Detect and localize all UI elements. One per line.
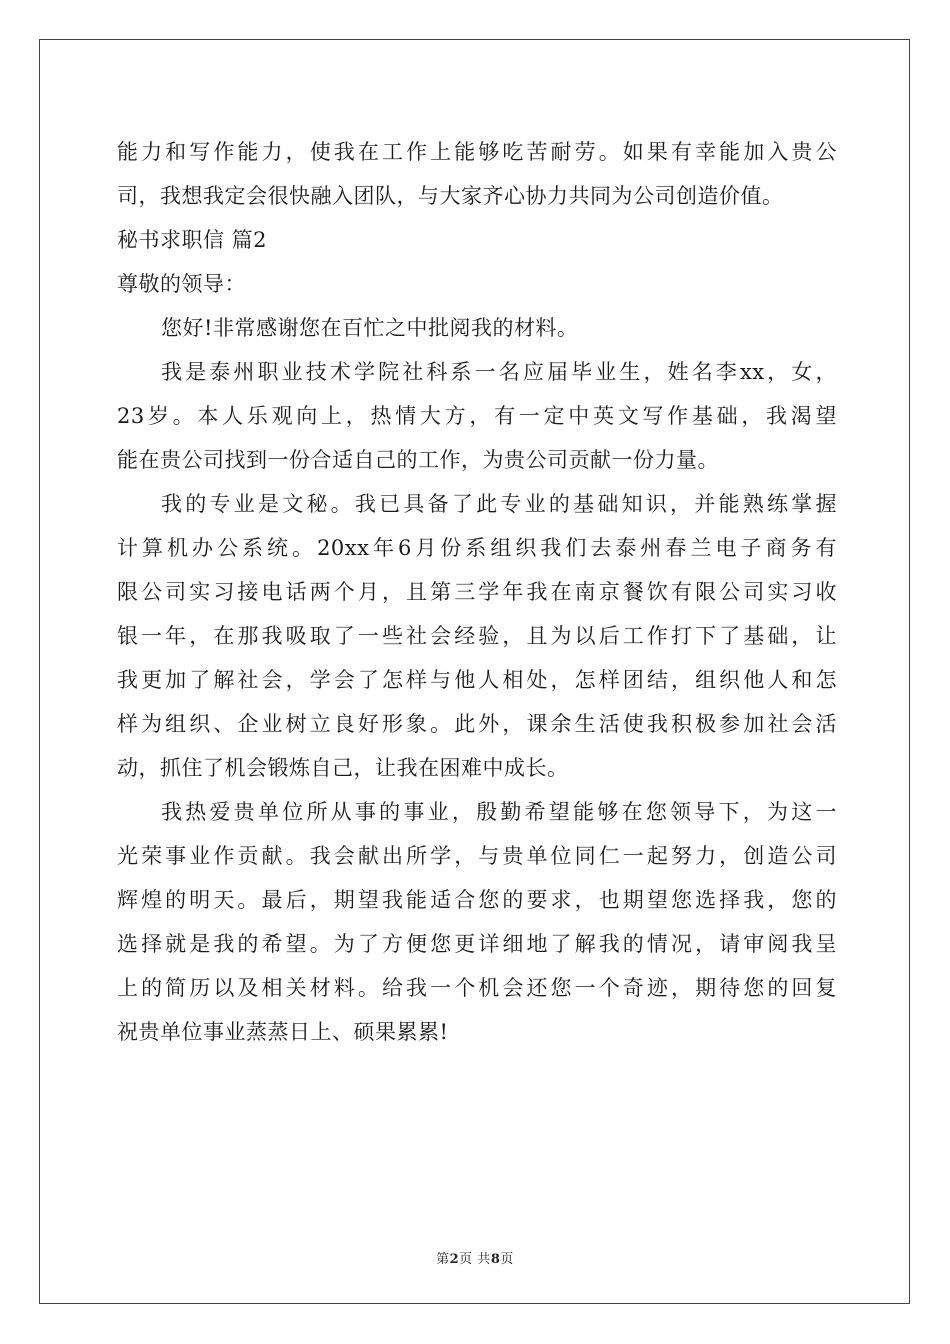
footer-prefix: 第 bbox=[436, 1252, 450, 1267]
body-line: 上的简历以及相关材料。给我一个机会还您一个奇迹，期待您的回复 bbox=[117, 976, 837, 1000]
page-footer bbox=[0, 1248, 950, 1267]
body-line: 我的专业是文秘。我已具备了此专业的基础知识，并能熟练掌握 bbox=[161, 492, 837, 516]
footer-mid: 页 共 bbox=[459, 1252, 491, 1267]
body-line: 选择就是我的希望。为了方便您更详细地了解我的情况，请审阅我呈 bbox=[117, 932, 837, 956]
body-line: 能在贵公司找到一份合适自己的工作，为贵公司贡献一份力量。 bbox=[117, 448, 719, 472]
closing-line: 祝贵单位事业蒸蒸日上、硕果累累! bbox=[117, 1020, 449, 1044]
body-line: 我是泰州职业技术学院社科系一名应届毕业生，姓名李xx，女， bbox=[161, 360, 837, 384]
current-page-number: 2 bbox=[449, 1252, 460, 1267]
section-heading: 秘书求职信 篇2 bbox=[117, 228, 268, 252]
salutation: 尊敬的领导： bbox=[117, 272, 246, 296]
body-line: 我热爱贵单位所从事的事业，殷勤希望能够在您领导下，为这一 bbox=[161, 800, 837, 824]
body-line: 我更加了解社会，学会了怎样与他人相处，怎样团结，组织他人和怎 bbox=[117, 668, 837, 692]
body-line: 银一年，在那我吸取了一些社会经验，且为以后工作打下了基础，让 bbox=[117, 624, 837, 648]
footer-suffix: 页 bbox=[500, 1252, 514, 1267]
body-line: 样为组织、企业树立良好形象。此外，课余生活使我积极参加社会活 bbox=[117, 712, 837, 736]
body-line: 计算机办公系统。20xx年6月份系组织我们去泰州春兰电子商务有 bbox=[117, 536, 837, 560]
total-page-number: 8 bbox=[490, 1252, 501, 1267]
body-line: 司，我想我定会很快融入团队，与大家齐心协力共同为公司创造价值。 bbox=[117, 184, 784, 208]
greeting-line: 您好!非常感谢您在百忙之中批阅我的材料。 bbox=[161, 316, 579, 340]
body-line: 23岁。本人乐观向上，热情大方，有一定中英文写作基础，我渴望 bbox=[117, 404, 837, 428]
body-line: 辉煌的明天。最后，期望我能适合您的要求，也期望您选择我，您的 bbox=[117, 888, 837, 912]
body-line: 光荣事业作贡献。我会献出所学，与贵单位同仁一起努力，创造公司 bbox=[117, 844, 837, 868]
body-line: 动，抓住了机会锻炼自己，让我在困难中成长。 bbox=[117, 756, 569, 780]
document-body bbox=[117, 130, 837, 1054]
body-line: 限公司实习接电话两个月，且第三学年我在南京餐饮有限公司实习收 bbox=[117, 580, 837, 604]
body-line: 能力和写作能力，使我在工作上能够吃苦耐劳。如果有幸能加入贵公 bbox=[117, 140, 837, 164]
